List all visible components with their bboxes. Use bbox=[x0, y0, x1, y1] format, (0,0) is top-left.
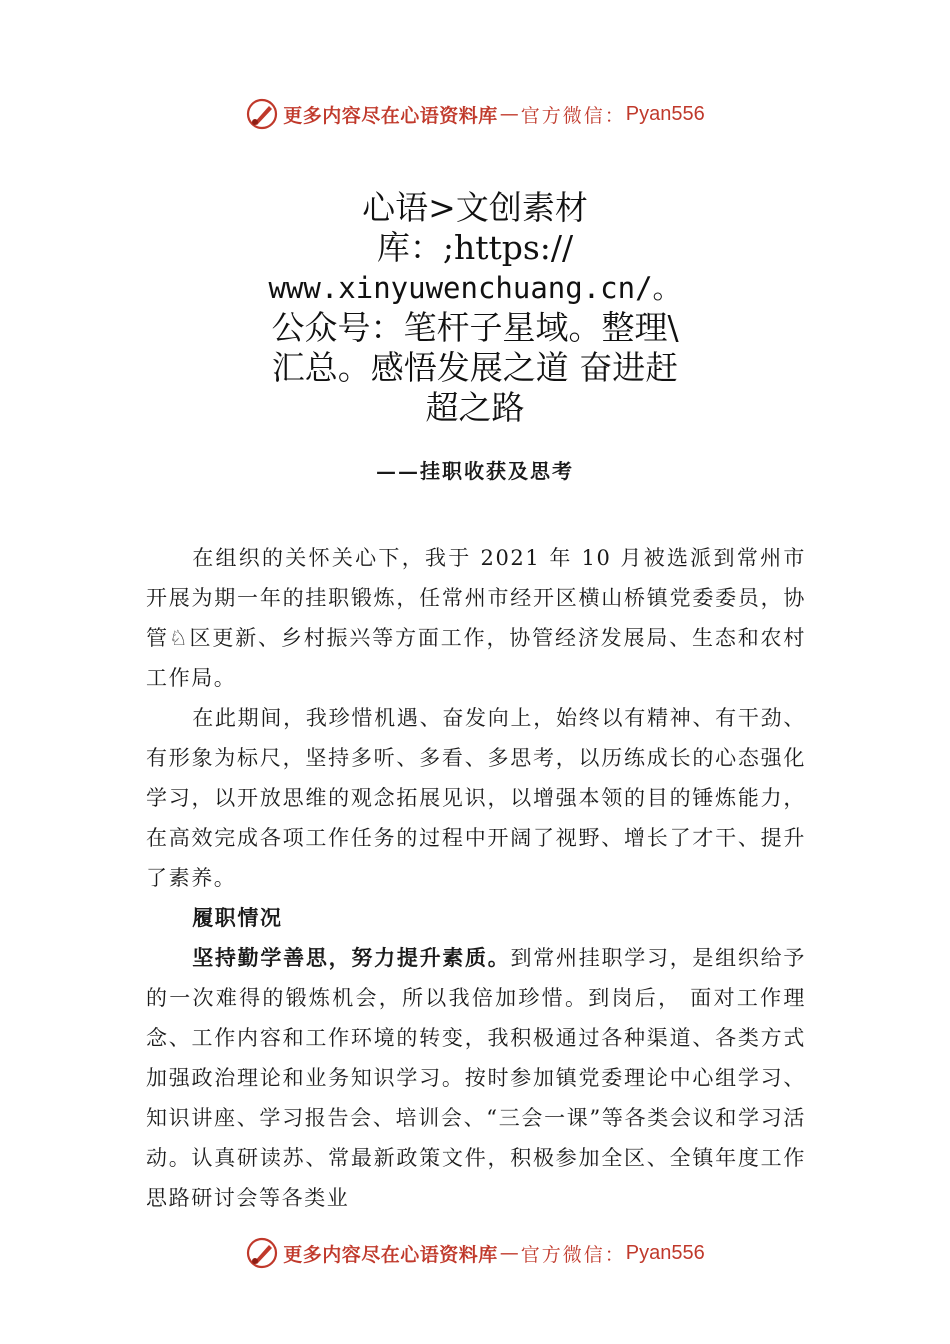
title-line-5: 汇总。感悟发展之道 奋进赶 bbox=[271, 348, 679, 387]
document-body bbox=[146, 538, 806, 1218]
title-line-6: 超之路 bbox=[425, 388, 525, 427]
brush-logo-icon bbox=[245, 1236, 279, 1270]
banner-dash: — bbox=[499, 1242, 519, 1264]
header-banner bbox=[0, 94, 950, 134]
paragraph-3 bbox=[146, 938, 806, 1218]
title-line-1: 心语>文创素材 bbox=[362, 188, 588, 227]
document-title bbox=[250, 188, 700, 428]
paragraph-3-lead: 坚持勤学善思，努力提升素质。 bbox=[192, 945, 511, 970]
banner-wechat-label: 官方微信： bbox=[520, 1243, 626, 1266]
banner-wechat-label: 官方微信： bbox=[520, 104, 626, 127]
title-line-2: 库：;https:// bbox=[376, 228, 574, 267]
banner-dash: — bbox=[499, 103, 519, 125]
document-subtitle: ——挂职收获及思考 bbox=[376, 459, 574, 483]
title-line-4: 公众号：笔杆子星域。整理\ bbox=[271, 308, 679, 347]
footer-banner bbox=[0, 1233, 950, 1273]
brush-logo-icon bbox=[245, 97, 279, 131]
paragraph-2: 在此期间，我珍惜机遇、奋发向上，始终以有精神、有干劲、有形象为标尺，坚持多听、多看、多思考，以历练成长的心态强化学习，以开放思维的观念拓展见识，以增强本领的目的锤炼能力，在高效完成各项工作任务的过程中开阔了视野、增长了才干、提升了素养。 bbox=[146, 706, 806, 890]
paragraph-3-text: 到常州挂职学习，是组织给予的一次难得的锻炼机会，所以我倍加珍惜。到岗后， 面对工作理念、工作内容和工作环境的转变，我积极通过各种渠道、各类方式加强政治理论和业务知识学习。按时参加镇党委理论中心组学习、知识讲座、学习报告会、培训会、“三会一课”等各类会议和学习活动。认真研读苏、常最新政策文件，积极参加全区、全镇年度工作思路研讨会等各类业 bbox=[146, 946, 806, 1210]
paragraph-1: 在组织的关怀关心下，我于 2021 年 10 月被选派到常州市开展为期一年的挂职锻炼，任常州市经开区横山桥镇党委委员，协管♘区更新、乡村振兴等方面工作，协管经济发展局、生态和农村工作局。 bbox=[146, 546, 806, 690]
banner-text: 更多内容尽在心语资料库 bbox=[283, 1243, 498, 1266]
title-line-3: www.xinyuwenchuang.cn/。 bbox=[268, 271, 682, 305]
banner-text: 更多内容尽在心语资料库 bbox=[283, 104, 498, 127]
section-heading: 履职情况 bbox=[192, 905, 283, 930]
banner-wechat-id: Pyan556 bbox=[625, 1241, 705, 1264]
banner-wechat-id: Pyan556 bbox=[625, 102, 705, 125]
